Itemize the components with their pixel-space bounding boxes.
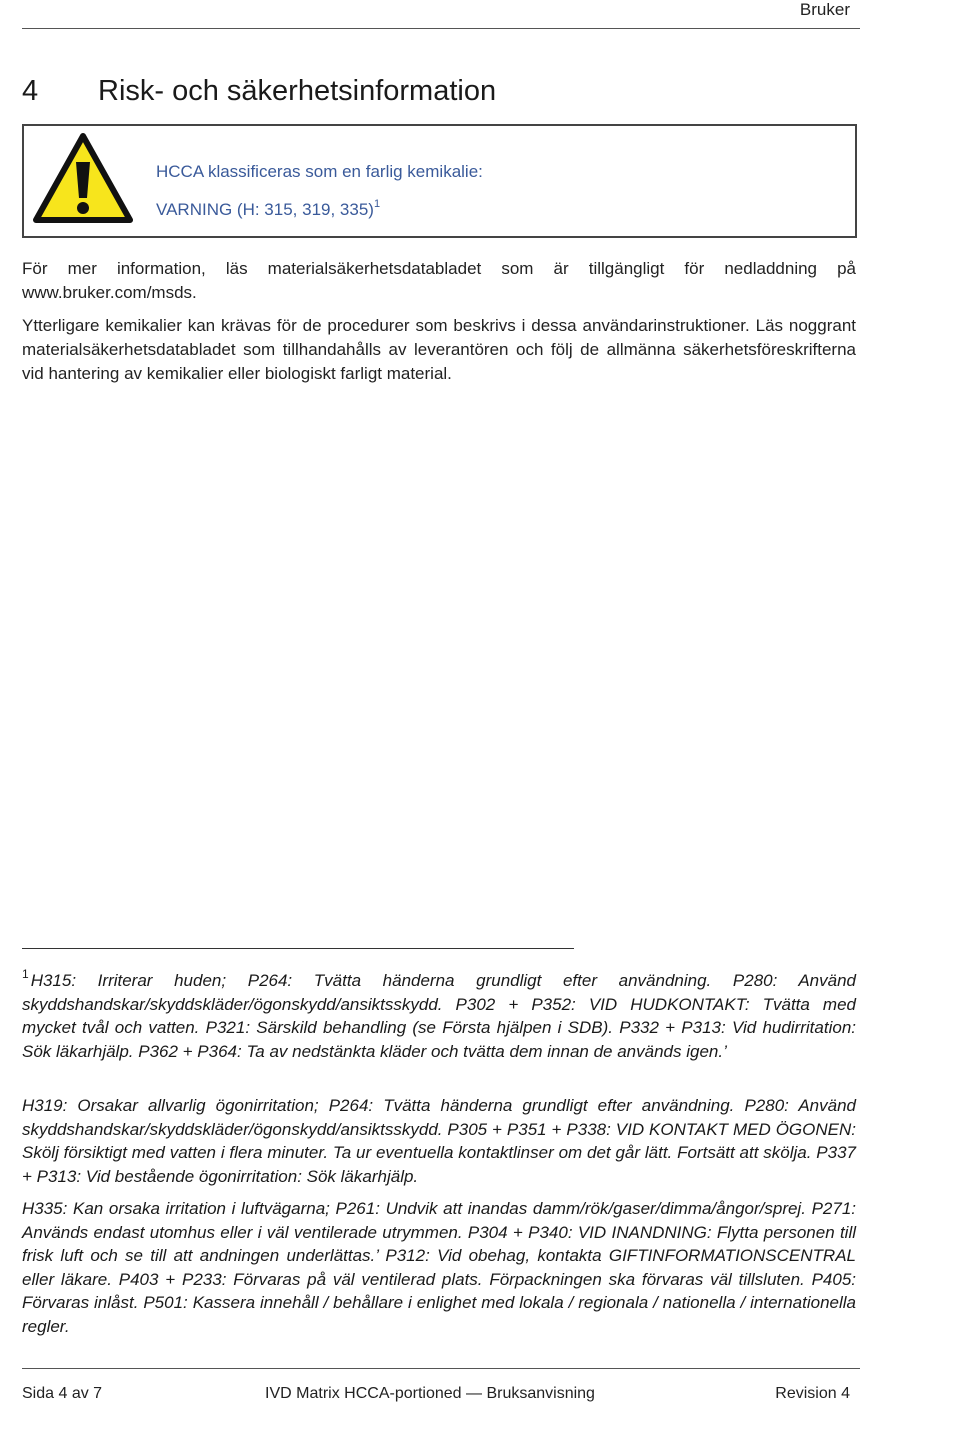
header-brand: Bruker bbox=[799, 0, 850, 19]
footer-divider bbox=[22, 1368, 860, 1369]
footnote-mark: 1 bbox=[22, 967, 29, 981]
section-title-text: Risk- och säkerhetsinformation bbox=[98, 75, 497, 108]
msds-info-paragraph: För mer information, läs materialsäkerhetsdatabladet som är tillgängligt för nedladdning på www.bruker.com/msds. bbox=[22, 259, 856, 302]
warning-signal-text: VARNING (H: 315, 319, 335) bbox=[156, 200, 374, 219]
warning-text bbox=[156, 156, 483, 226]
footnote-h335: H335: Kan orsaka irritation i luftvägarna; P261: Undvik att inandas damm/rök/gaser/dimma/ångor/sprej. P271: Används endast utomhus eller i väl ventilerade utrymmen. P304 + P340: VID INANDNING: Flytta personen till frisk luft och se till att andningen underlättas.’ P312: Vid obehag, kontakta GIFTINFORMATIONSCENTRAL eller läkare. P403 + P233: Förvaras på väl ventilerad plats. Förpackningen ska förvaras väl tillsluten. P405: Förvaras inlåst. P501: Kassera innehåll / behållare i enlighet med lokala / regionala / nationella / internationella regler. bbox=[22, 1199, 856, 1336]
hazard-warning-box bbox=[22, 124, 857, 238]
warning-line-signal bbox=[156, 188, 483, 226]
footer-document-title: IVD Matrix HCCA-portioned — Bruksanvisning bbox=[265, 1385, 595, 1402]
additional-chemicals-paragraph: Ytterligare kemikalier kan krävas för de procedurer som beskrivs i dessa användarinstruktioner. Läs noggrant materialsäkerhetsdatabladet som tillhandahålls av leverantören och följ de allmänna säkerhetsföreskrifterna vid hantering av kemikalier eller biologiskt farligt material. bbox=[22, 316, 856, 383]
footnote-h315 bbox=[22, 963, 856, 1063]
section-title bbox=[22, 75, 496, 108]
warning-footnote-ref: 1 bbox=[373, 198, 381, 210]
warning-line-classification: HCCA klassificeras som en farlig kemikalie: bbox=[156, 162, 483, 181]
header-divider bbox=[22, 28, 860, 29]
footnote-h319: H319: Orsakar allvarlig ögonirritation; P264: Tvätta händerna grundligt efter användning. P280: Använd skyddshandskar/skyddskläder/ögonskydd/ansiktsskydd. P305 + P351 + P338: VID KONTAKT MED ÖGONEN: Skölj försiktigt med vatten i flera minuter. Ta ur eventuella kontaktlinser om det går lätt. Fortsätt att skölja. P337 + P313: Vid bestående ögonirritation: Sök läkarhjälp. bbox=[22, 1096, 856, 1186]
footnote-divider bbox=[22, 948, 574, 949]
footer-revision: Revision 4 bbox=[775, 1385, 850, 1402]
warning-triangle-icon bbox=[32, 132, 134, 224]
section-number: 4 bbox=[22, 75, 39, 108]
footnote-h315-text: H315: Irriterar huden; P264: Tvätta händerna grundligt efter användning. P280: Använd skyddshandskar/skyddskläder/ögonskydd/ansiktsskydd. P302 + P352: VID HUDKONTAKT: Tvätta med mycket tvål och vatten. P321: Särskild behandling (se Första hjälpen i SDB). P332 + P313: Vid hudirritation: Sök läkarhjälp. P362 + P364: Ta av nedstänkta kläder och tvätta dem innan de används igen.’ bbox=[22, 971, 856, 1061]
footer-page-number: Sida 4 av 7 bbox=[22, 1385, 103, 1402]
